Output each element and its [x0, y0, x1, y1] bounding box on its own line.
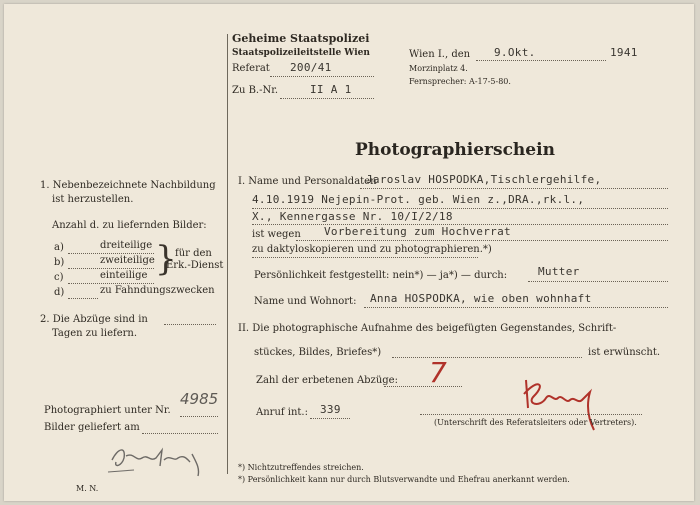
option-c-letter: c) [54, 272, 64, 283]
count-label: Anzahl d. zu liefernden Bilder: [52, 220, 207, 231]
delivered-label: Bilder geliefert am [44, 422, 140, 433]
identity-label: Persönlichkeit festgestellt: nein*) — ja*) — durch: [254, 270, 508, 281]
pencil-signature-left [104, 432, 214, 482]
signature-caption: (Unterschrift des Referatsleiters oder Vertreters). [434, 418, 637, 427]
option-b-text: zweiteilige [100, 255, 155, 266]
purpose-text: zu daktyloskopieren und zu photographieren.*) [252, 244, 492, 255]
zu-bnr-label: Zu B.-Nr. [232, 85, 279, 96]
item-2-line-2: stückes, Bildes, Briefes*) [254, 347, 382, 358]
left-item-2: 2. Die Abzüge sind in [40, 314, 148, 325]
copies-label: Zahl der erbetenen Abzüge: [256, 375, 398, 386]
referat-label: Referat [232, 63, 270, 74]
person-line-3: X., Kennergasse Nr. 10/I/2/18 [252, 210, 453, 223]
org-name: Geheime Staatspolizei [232, 32, 370, 45]
left-item-1b: ist herzustellen. [52, 194, 134, 205]
document-title: Photographierschein [355, 140, 555, 160]
option-a-text: dreiteilige [100, 240, 153, 251]
column-divider [227, 34, 228, 474]
call-label: Anruf int.: [256, 407, 308, 418]
mn-mark: M. N. [76, 484, 99, 493]
option-d-letter: d) [54, 287, 65, 298]
wegen-label: ist wegen [252, 229, 301, 240]
copies-value: 7 [429, 356, 447, 389]
option-b-letter: b) [54, 257, 65, 268]
option-c-text: einteilige [100, 270, 148, 281]
name-address-value: Anna HOSPODKA, wie oben wohnhaft [370, 292, 592, 305]
footnote-1: *) Nichtzutreffendes streichen. [238, 463, 364, 472]
option-d-text: zu Fahndungszwecken [100, 285, 215, 296]
brace-label-1: für den [175, 248, 212, 259]
year-value: 1941 [610, 46, 638, 59]
photographed-value: 4985 [180, 390, 219, 408]
item-1-label: I. Name und Personaldaten [238, 176, 377, 187]
date-value: 9.Okt. [494, 46, 536, 59]
item-2-end: ist erwünscht. [588, 347, 661, 358]
person-line-2: 4.10.1919 Nejepin-Prot. geb. Wien z.,DRA.,rk.l., [252, 193, 585, 206]
item-2-line-1: II. Die photographische Aufnahme des beigefügten Gegenstandes, Schrift- [238, 323, 617, 334]
photographed-label: Photographiert unter Nr. [44, 405, 171, 416]
zu-bnr-value: II A 1 [310, 83, 352, 96]
org-office: Staatspolizeileitstelle Wien [232, 48, 370, 58]
footnote-2: *) Persönlichkeit kann nur durch Blutsverwandte und Ehefrau anerkannt werden. [238, 475, 570, 484]
person-line-1: Jaroslav HOSPODKA,Tischlergehilfe, [366, 173, 602, 186]
left-item-1: 1. Nebenbezeichnete Nachbildung [40, 180, 216, 191]
office-address: Morzinplatz 4. [409, 64, 468, 73]
option-a-letter: a) [54, 242, 64, 253]
name-address-label: Name und Wohnort: [254, 296, 357, 307]
options-brace: } [155, 239, 177, 279]
referat-value: 200/41 [290, 61, 332, 74]
document-sheet [4, 4, 694, 501]
call-value: 339 [320, 403, 341, 416]
wegen-value: Vorbereitung zum Hochverrat [324, 225, 511, 238]
identity-value: Mutter [538, 265, 580, 278]
office-phone: Fernsprecher: A-17-5-80. [409, 77, 511, 86]
place-label: Wien I., den [409, 49, 471, 60]
left-item-2b: Tagen zu liefern. [52, 328, 138, 339]
brace-label-2: Erk.-Dienst [166, 260, 224, 271]
